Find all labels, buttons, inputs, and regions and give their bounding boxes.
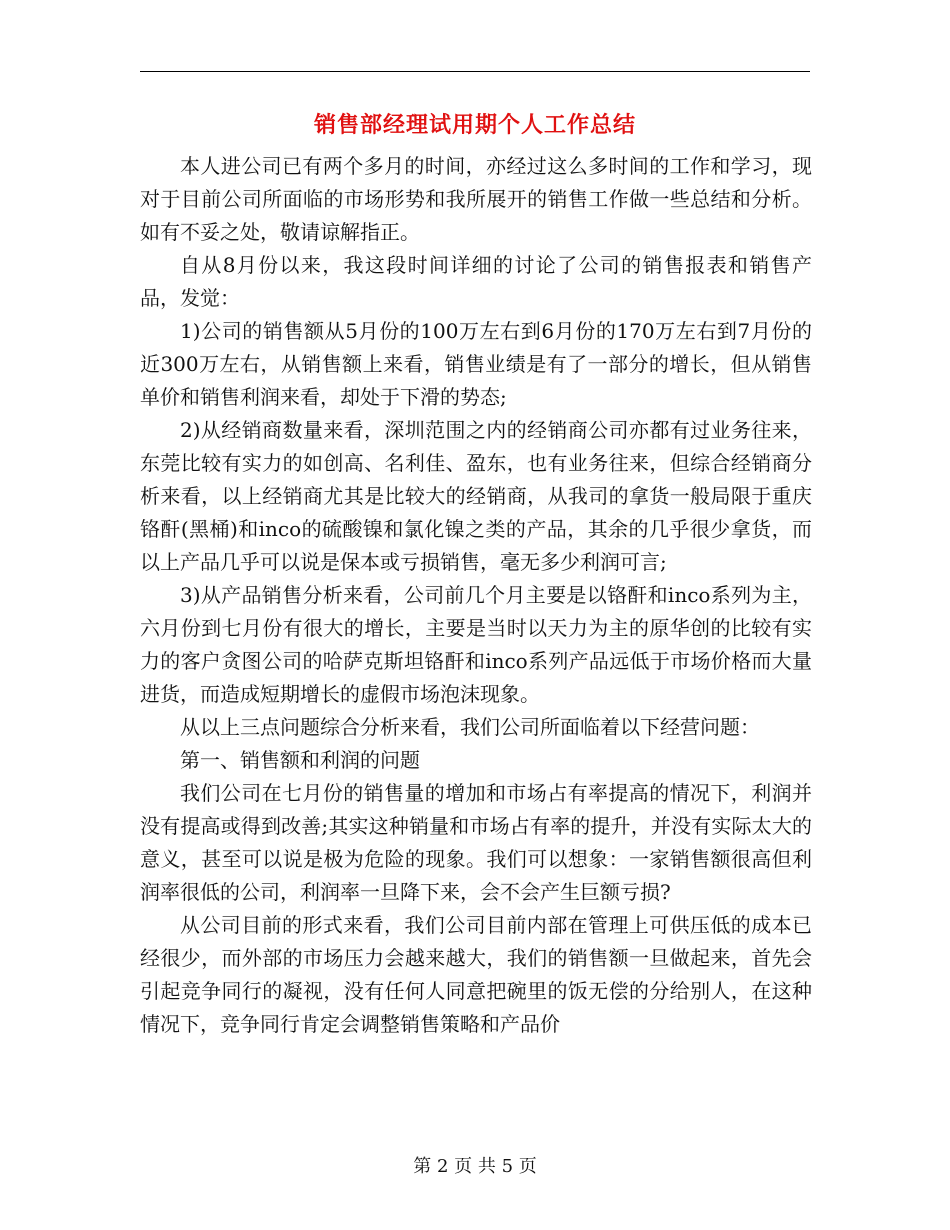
paragraph-since-august: 自从8月份以来，我这段时间详细的讨论了公司的销售报表和销售产品，发觉： bbox=[140, 253, 812, 310]
paragraph-point-2: 2)从经销商数量来看，深圳范围之内的经销商公司亦都有过业务往来，东莞比较有实力的如创高、名利佳、盈东，也有业务往来，但综合经销商分析来看，以上经销商尤其是比较大的经销商，从我司的拿货一般局限于重庆铬酐(黑桶)和inco的硫酸镍和氯化镍之类的产品，其余的几乎很少拿货，而以上产品几乎可以说是保本或亏损销售，毫无多少利润可言; bbox=[140, 418, 812, 574]
paragraph-point-1: 1)公司的销售额从5月份的100万左右到6月份的170万左右到7月份的近300万左右，从销售额上来看，销售业绩是有了一部分的增长，但从销售单价和销售利润来看，却处于下滑的势态; bbox=[140, 319, 812, 409]
page-footer: 第 2 页 共 5 页 bbox=[413, 1156, 537, 1177]
section-heading-1: 第一、销售额和利润的问题 bbox=[180, 748, 420, 772]
paragraph-point-3: 3)从产品销售分析来看，公司前几个月主要是以铬酐和inco系列为主，六月份到七月份有很大的增长，主要是当时以天力为主的原华创的比较有实力的客户贪图公司的哈萨克斯坦铬酐和inco系列产品远低于市场价格而大量进货，而造成短期增长的虚假市场泡沫现象。 bbox=[140, 583, 812, 706]
paragraph-intro: 本人进公司已有两个多月的时间，亦经过这么多时间的工作和学习，现对于目前公司所面临的市场形势和我所展开的销售工作做一些总结和分析。如有不妥之处，敬请谅解指正。 bbox=[140, 154, 812, 244]
document-title: 销售部经理试用期个人工作总结 bbox=[313, 112, 636, 138]
paragraph-current-situation: 从公司目前的形式来看，我们公司目前内部在管理上可供压低的成本已经很少，而外部的市场压力会越来越大，我们的销售额一旦做起来，首先会引起竞争同行的凝视，没有任何人同意把碗里的饭无偿的分给别人，在这种情况下，竞争同行肯定会调整销售策略和产品价 bbox=[140, 913, 812, 1036]
header-rule bbox=[140, 71, 810, 72]
paragraph-summary: 从以上三点问题综合分析来看，我们公司所面临着以下经营问题： bbox=[180, 715, 760, 739]
paragraph-sales-profit: 我们公司在七月份的销售量的增加和市场占有率提高的情况下，利润并没有提高或得到改善;其实这种销量和市场占有率的提升，并没有实际太大的意义，甚至可以说是极为危险的现象。我们可以想象：一家销售额很高但利润率很低的公司，利润率一旦降下来，会不会产生巨额亏损? bbox=[140, 781, 812, 904]
document-body bbox=[140, 150, 812, 1041]
